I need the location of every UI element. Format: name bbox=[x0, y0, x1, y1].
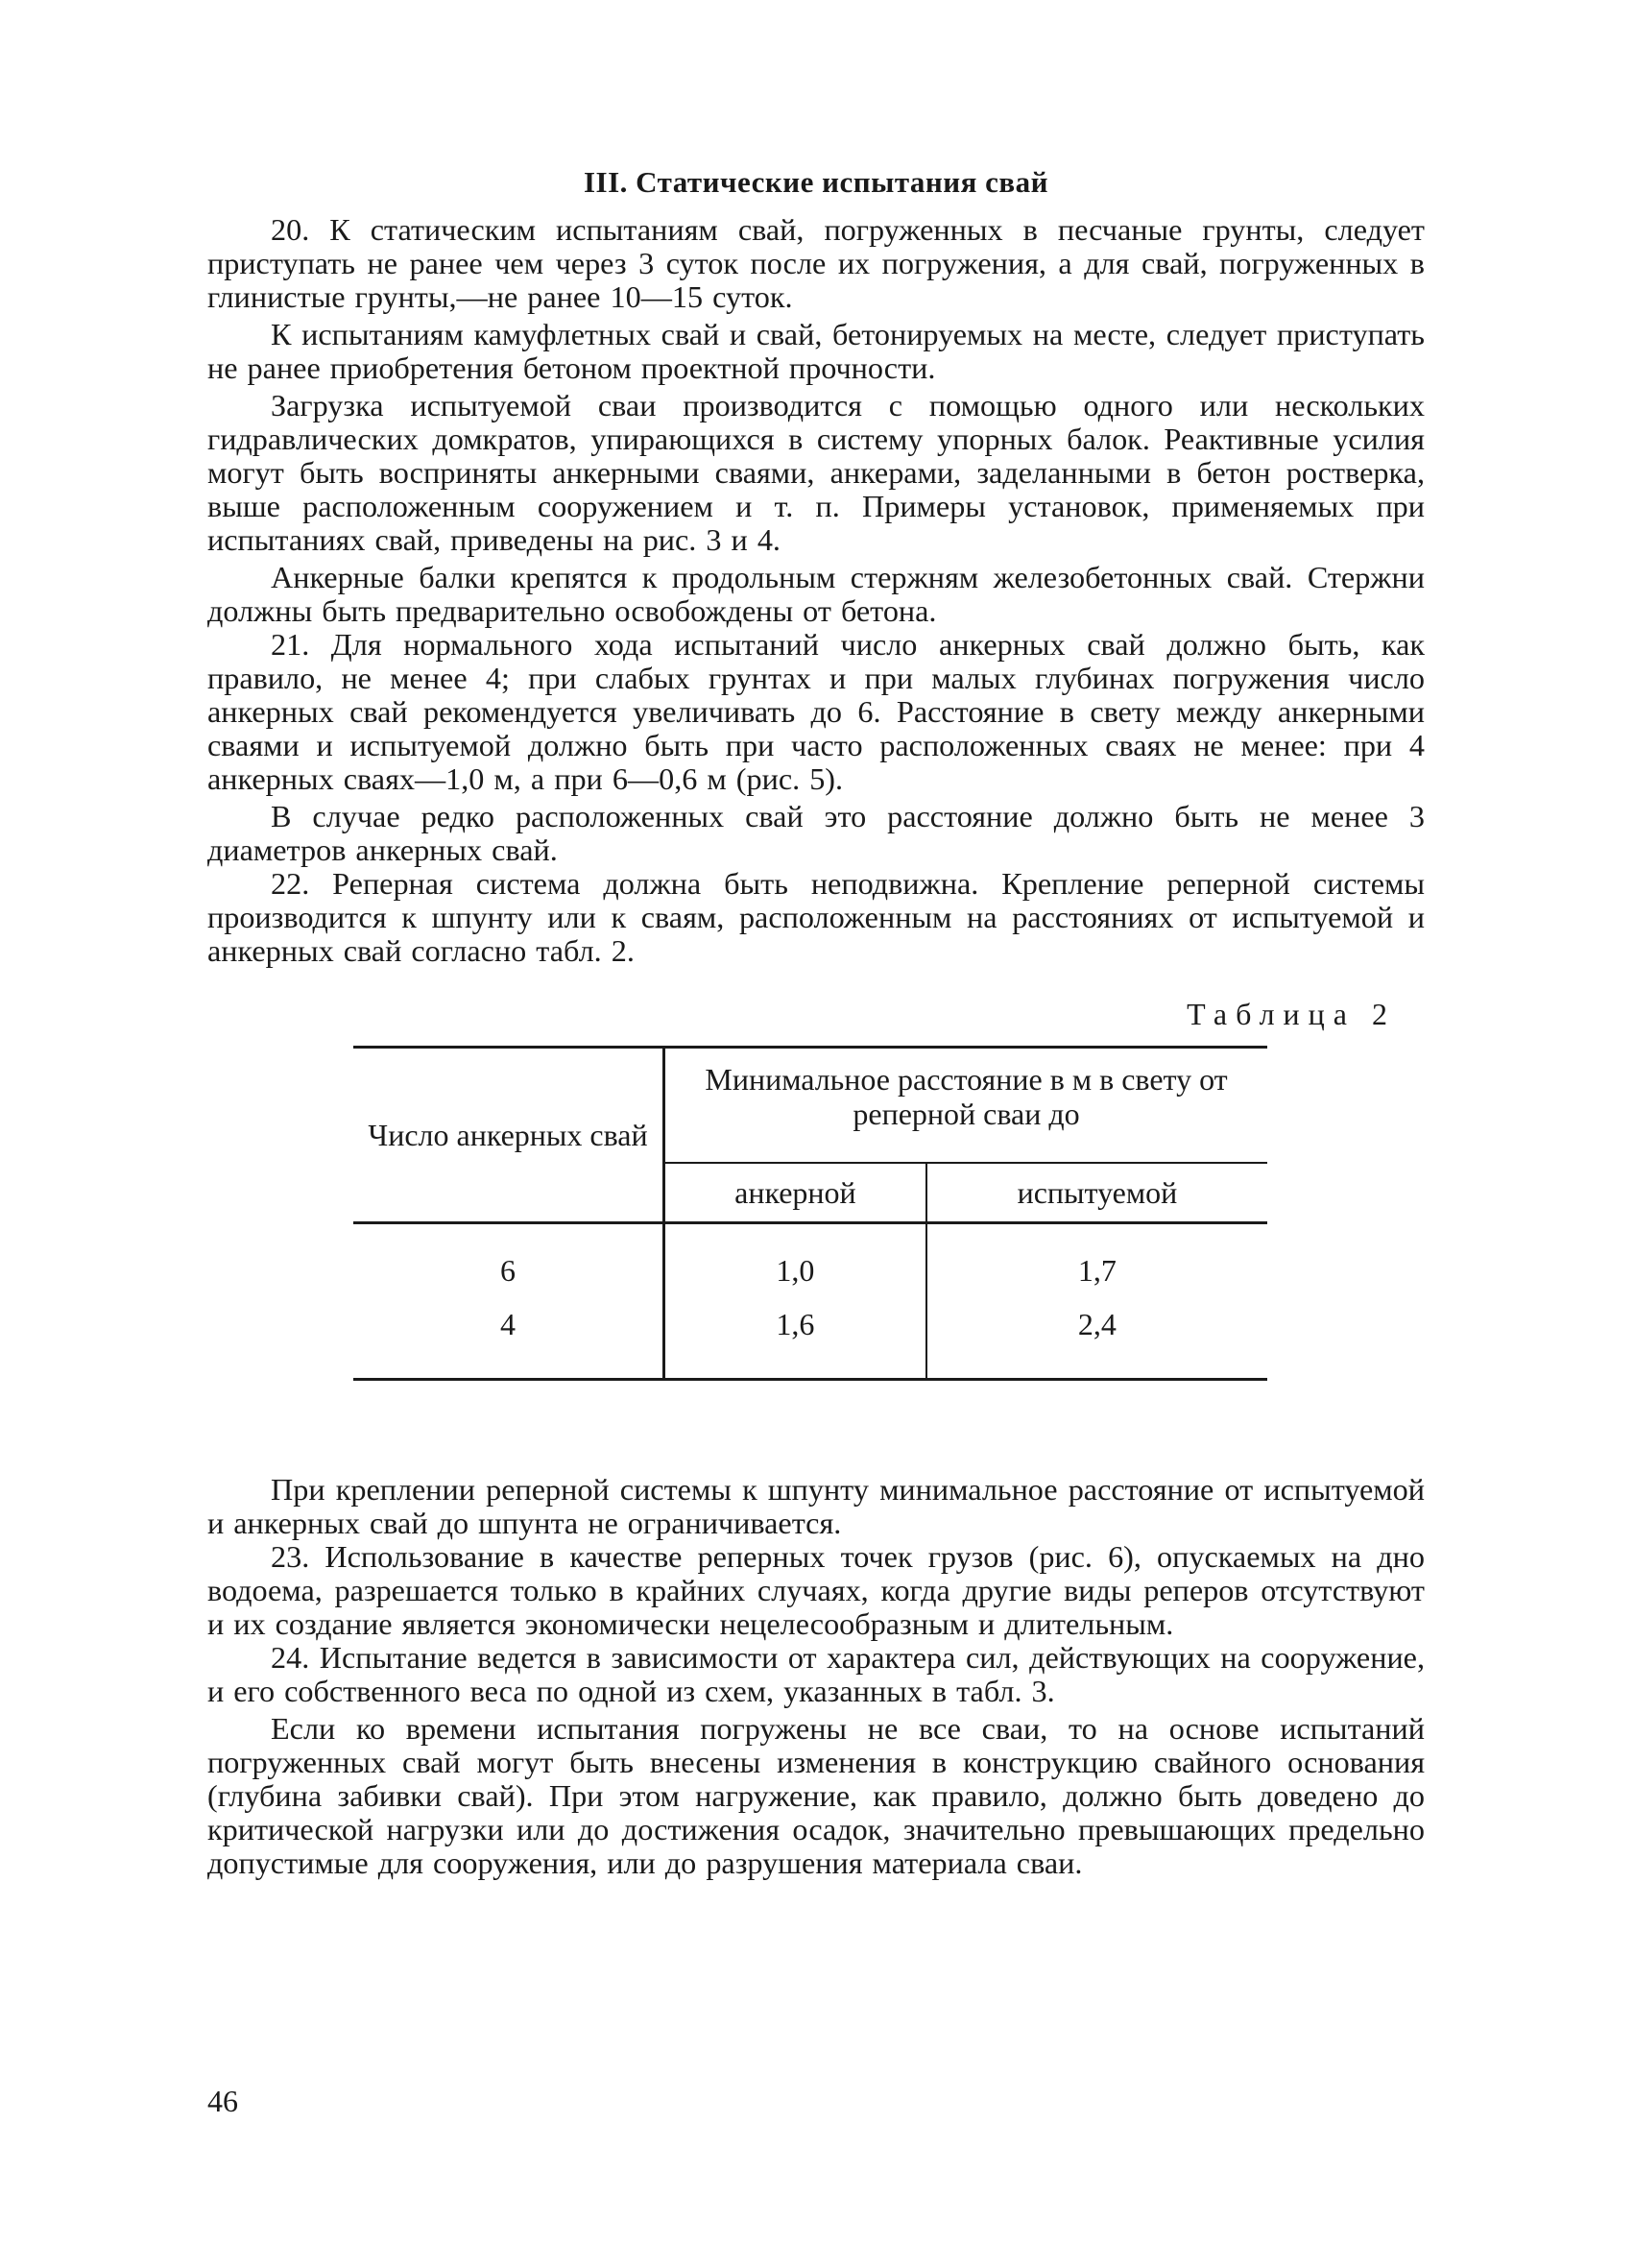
header-min-distance: Минимальное расстояние в м в свету от реперной сваи до bbox=[664, 1048, 1268, 1164]
paragraph-21: 21. Для нормального хода испытаний число анкерных свай должно быть, как правило, не менее 4; при слабых грунтах и при малых глубинах погружения число анкерных свай рекомендуется увеличивать до 6. Расстояние в свету между анкерными сваями и испытуемой должно быть при часто расположенных сваях не менее: при 4 анкерных сваях—1,0 м, а при 6—0,6 м (рис. 5). bbox=[207, 627, 1425, 796]
cell-count: 4 bbox=[353, 1297, 664, 1380]
table-row bbox=[353, 1297, 1267, 1380]
table-header-row bbox=[353, 1048, 1267, 1164]
paragraph-24: 24. Испытание ведется в зависимости от характера сил, действующих на сооружение, и его собственного веса по одной из схем, указанных в табл. 3. bbox=[207, 1640, 1425, 1708]
page-number: 46 bbox=[207, 2084, 238, 2118]
table-row bbox=[353, 1223, 1267, 1298]
paragraph-anchor-beams: Анкерные балки крепятся к продольным стержням железобетонных свай. Стержни должны быть предварительно освобождены от бетона. bbox=[207, 560, 1425, 628]
subheader-tested: испытуемой bbox=[926, 1163, 1267, 1223]
paragraph-20: 20. К статическим испытаниям свай, погруженных в песчаные грунты, следует приступать не ранее чем через 3 суток после их погружения, а для свай, погруженных в глинистые грунты,—не ранее 10—15 суток. bbox=[207, 212, 1425, 314]
paragraph-loading: Загрузка испытуемой сваи производится с помощью одного или нескольких гидравлических домкратов, упирающихся в систему упорных балок. Реактивные усилия могут быть восприняты анкерными сваями, анкерами, заделанными в бетон ростверка, выше расположенным сооружением и т. п. Примеры установок, применяемых при испытаниях свай, приведены на рис. 3 и 4. bbox=[207, 388, 1425, 557]
paragraph-partial-driving: Если ко времени испытания погружены не все сваи, то на основе испытаний погруженных свай могут быть внесены изменения в конструкцию свайного основания (глубина забивки свай). При этом нагружение, как правило, должно быть доведено до критической нагрузки или до достижения осадок, значительно превышающих предельно допустимые для сооружения, или до разрушения материала сваи. bbox=[207, 1711, 1425, 1880]
paragraphs-after-table bbox=[207, 1473, 1425, 1880]
cell-count: 6 bbox=[353, 1223, 664, 1298]
cell-tested-distance: 1,7 bbox=[926, 1223, 1267, 1298]
cell-tested-distance: 2,4 bbox=[926, 1297, 1267, 1380]
section-title: III. Статические испытания свай bbox=[583, 165, 1049, 199]
paragraph-sparse-piles: В случае редко расположенных свай это расстояние должно быть не менее 3 диаметров анкерных свай. bbox=[207, 799, 1425, 867]
table-caption: Таблица 2 bbox=[1187, 997, 1396, 1031]
table-2 bbox=[353, 1046, 1267, 1381]
header-anchor-pile-count: Число анкерных свай bbox=[353, 1048, 664, 1223]
page-content bbox=[207, 165, 1425, 1880]
paragraph-camouflet-piles: К испытаниям камуфлетных свай и свай, бетонируемых на месте, следует приступать не ранее приобретения бетоном проектной прочности. bbox=[207, 317, 1425, 385]
cell-anchor-distance: 1,0 bbox=[776, 1253, 815, 1288]
paragraph-22: 22. Реперная система должна быть неподвижна. Крепление реперной системы производится к шпунту или к сваям, расположенным на расстояниях от испытуемой и анкерных свай согласно табл. 2. bbox=[207, 866, 1425, 968]
cell-anchor-distance: 1,6 bbox=[776, 1307, 815, 1341]
paragraph-sheet-pile: При креплении реперной системы к шпунту минимальное расстояние от испытуемой и анкерных свай до шпунта не ограничивается. bbox=[207, 1472, 1425, 1540]
paragraphs-before-table bbox=[207, 213, 1425, 968]
subheader-anchor: анкерной bbox=[664, 1163, 926, 1223]
data-table bbox=[353, 1046, 1267, 1381]
paragraph-23: 23. Использование в качестве реперных точек грузов (рис. 6), опускаемых на дно водоема, разрешается только в крайних случаях, когда другие виды реперов отсутствуют и их создание является экономически нецелесообразным и длительным. bbox=[207, 1539, 1425, 1641]
